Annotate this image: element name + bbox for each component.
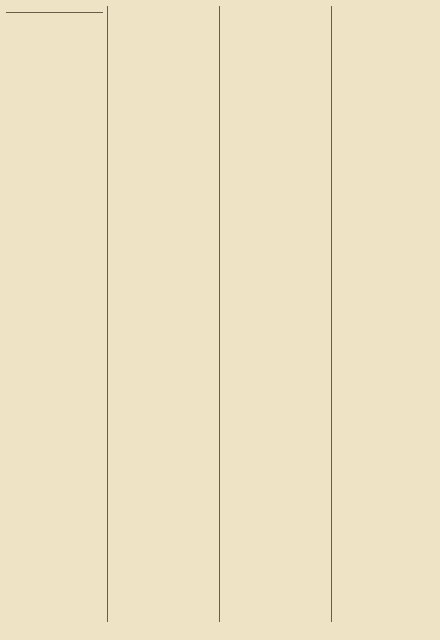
section-rule <box>6 12 103 13</box>
printer-footer <box>0 624 440 636</box>
column-4 <box>338 6 440 622</box>
column-3 <box>226 6 332 622</box>
column-1 <box>6 6 108 622</box>
section-title <box>6 17 103 31</box>
section-title <box>338 8 440 22</box>
column-2 <box>114 6 220 622</box>
